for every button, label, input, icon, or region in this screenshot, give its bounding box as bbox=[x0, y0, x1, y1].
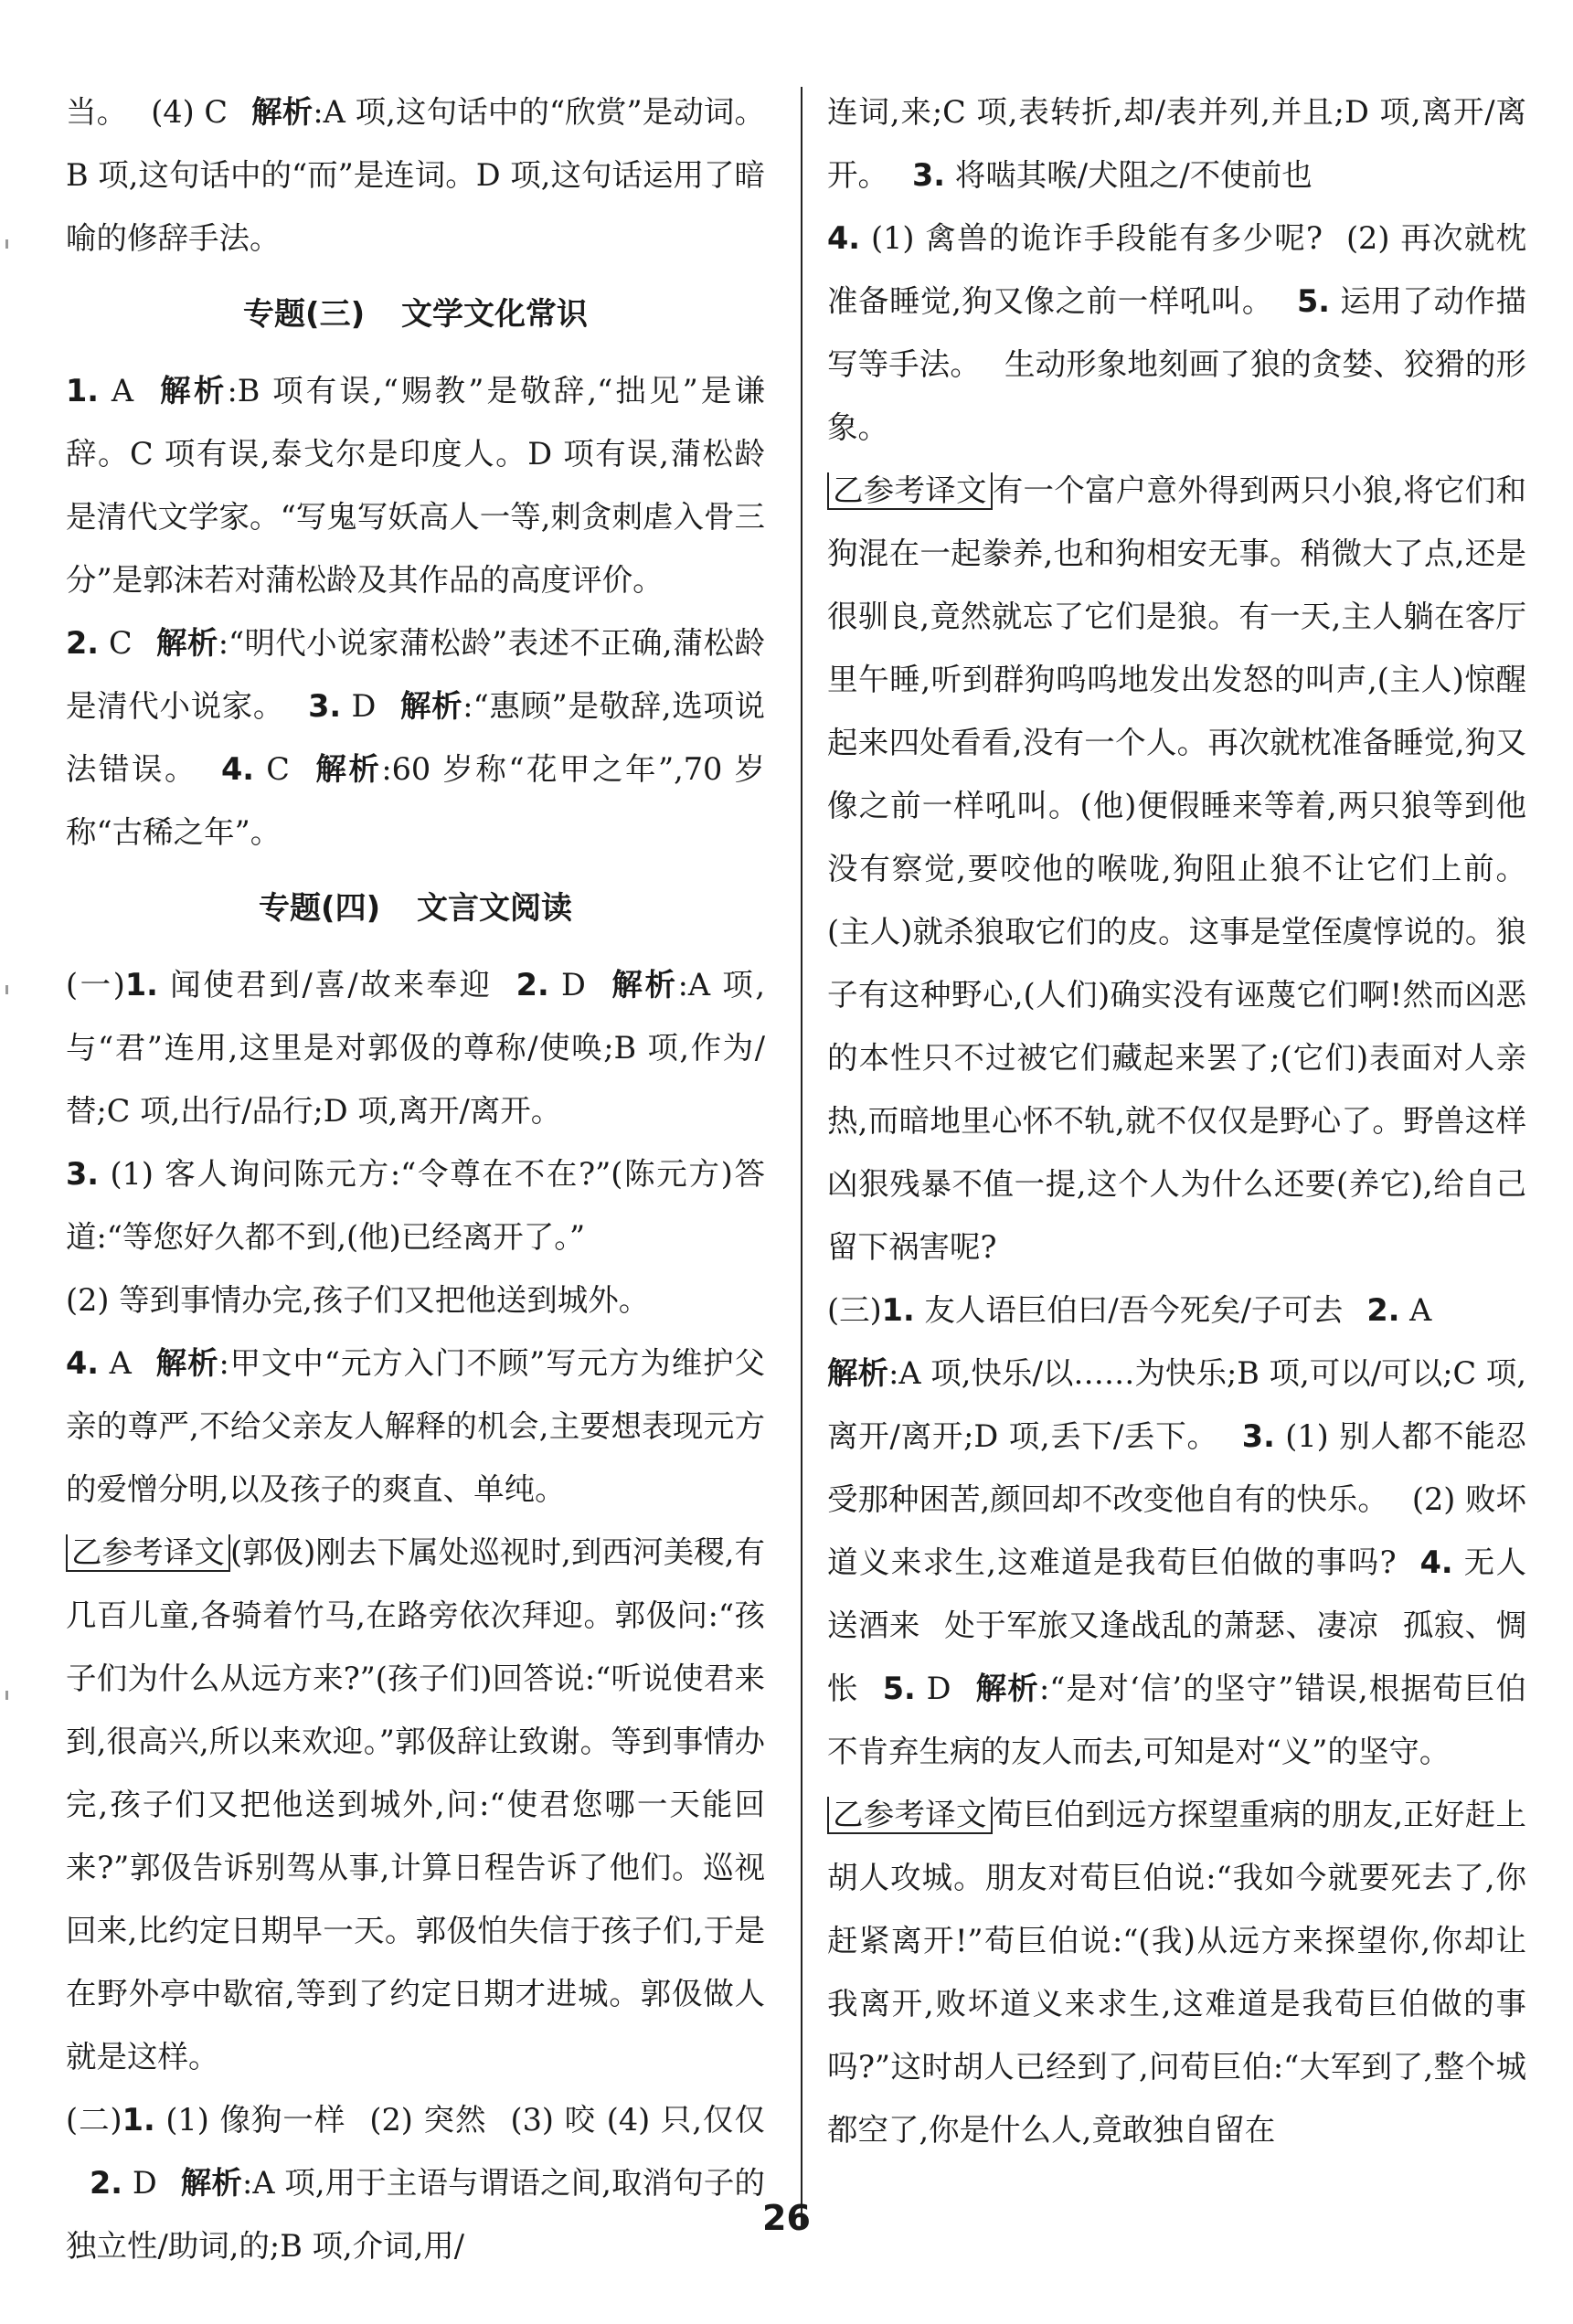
translation-tag: 乙参考译文 bbox=[66, 1534, 230, 1572]
answer-paragraph: 4. A 解析:甲文中“元方入门不顾”写元方为维护父亲的尊严,不给父亲友人解释的机会,主要想表现元方的爱憎分明,以及孩子的爽直、单纯。 bbox=[66, 1345, 765, 1507]
scan-edge-mark bbox=[5, 239, 8, 249]
page-number: 26 bbox=[762, 2198, 811, 2238]
answer-paragraph: 1. A 解析:B 项有误,“赐教”是敬辞,“拙见”是谦辞。C 项有误,泰戈尔是印度人。D 项有误,蒲松龄是清代文学家。“写鬼写妖高人一等,刺贪刺虐入骨三分”是郭沫若对蒲松龄及其作品的高度评价。 bbox=[66, 373, 766, 598]
answer-paragraph: 解析:A 项,快乐/以……为快乐;B 项,可以/可以;C 项,离开/离开;D 项,丢下/丢下。 3. (1) 别人都不能忍受那种困苦,颜回却不改变他自有的快乐。 (2) 败坏道义来求生,这难道是我荀巨伯做的事吗? 4. 无人送酒来 处于军旅又逢战乱的萧瑟、凄凉 孤寂、惆怅 5. D 解析:“是对‘信’的坚守”错误,根据荀巨伯不肯弃生病的友人而去,可知是对“义”的坚守。 bbox=[827, 1355, 1527, 1769]
scan-edge-mark bbox=[5, 1691, 8, 1700]
right-column bbox=[827, 80, 1526, 2223]
scan-edge-mark bbox=[5, 985, 8, 994]
translation-paragraph: 乙参考译文 有一个富户意外得到两只小狼,将它们和狗混在一起豢养,也和狗相安无事。稍微大了点,还是很驯良,竟然就忘了它们是狼。有一天,主人躺在客厅里午睡,听到群狗呜呜地发出发怒的叫声,(主人)惊醒起来四处看看,没有一个人。再次就枕准备睡觉,狗又像之前一样吼叫。(他)便假睡来等着,两只狼等到他没有察觉,要咬他的喉咙,狗阻止狼不让它们上前。(主人)就杀狼取它们的皮。这事是堂侄虞惇说的。狼子有这种野心,(人们)确实没有诬蔑它们啊!然而凶恶的本性只不过被它们藏起来罢了;(它们)表面对人亲热,而暗地里心怀不轨,就不仅仅是野心了。野兽这样凶狠残暴不值一提,这个人为什么还要(养它),给自己留下祸害呢? bbox=[827, 472, 1526, 1265]
answer-paragraph: 连词,来;C 项,表转折,却/表并列,并且;D 项,离开/离开。 3. 将啮其喉/犬阻之/不使前也 bbox=[827, 94, 1526, 193]
answer-paragraph: (三)1. 友人语巨伯曰/吾今死矣/子可去 2. A bbox=[827, 1292, 1432, 1328]
translation-paragraph: 乙参考译文 荀巨伯到远方探望重病的朋友,正好赶上胡人攻城。朋友对荀巨伯说:“我如今就要死去了,你赶紧离开!”荀巨伯说:“(我)从远方来探望你,你却让我离开,败坏道义来求生,这难道是我荀巨伯做的事吗?”这时胡人已经到了,问荀巨伯:“大军到了,整个城都空了,你是什么人,竟敢独自留在 bbox=[827, 1797, 1526, 2148]
answer-paragraph: 3. (1) 客人询问陈元方:“令尊在不在?”(陈元方)答道:“等您好久都不到,(他)已经离开了。” bbox=[66, 1156, 765, 1255]
translation-paragraph: 乙参考译文 (郭伋)刚去下属处巡视时,到西河美稷,有几百儿童,各骑着竹马,在路旁依次拜迎。郭伋问:“孩子们为什么从远方来?”(孩子们)回答说:“听说使君来到,很高兴,所以来欢迎。”郭伋辞让致谢。等到事情办完,孩子们又把他送到城外,问:“使君您哪一天能回来?”郭伋告诉别驾从事,计算日程告诉了他们。巡视回来,比约定日期早一天。郭伋怕失信于孩子们,于是在野外亭中歇宿,等到了约定日期才进城。郭伋做人就是这样。 bbox=[66, 1534, 766, 2075]
answer-paragraph: (2) 等到事情办完,孩子们又把他送到城外。 bbox=[66, 1282, 650, 1318]
answer-paragraph: (一)1. 闻使君到/喜/故来奉迎 2. D 解析:A 项,与“君”连用,这里是对郭伋的尊称/使唤;B 项,作为/替;C 项,出行/品行;D 项,离开/离开。 bbox=[66, 967, 766, 1129]
section-heading: 专题(四) 文言文阅读 bbox=[259, 890, 572, 927]
answer-paragraph: 4. (1) 禽兽的诡诈手段能有多少呢? (2) 再次就枕准备睡觉,狗又像之前一样吼叫。 5. 运用了动作描写等手法。 生动形象地刻画了狼的贪婪、狡猾的形象。 bbox=[827, 220, 1527, 445]
section-heading: 专题(三) 文学文化常识 bbox=[243, 296, 588, 333]
answer-paragraph: 当。 (4) C 解析:A 项,这句话中的“欣赏”是动词。B 项,这句话中的“而”是连词。D 项,这句话运用了暗喻的修辞手法。 bbox=[66, 94, 766, 256]
answer-paragraph: 2. C 解析:“明代小说家蒲松龄”表述不正确,蒲松龄是清代小说家。 3. D 解析:“惠顾”是敬辞,选项说法错误。 4. C 解析:60 岁称“花甲之年”,70 岁称“古稀之年”。 bbox=[66, 625, 766, 850]
translation-tag: 乙参考译文 bbox=[827, 1797, 993, 1834]
left-column bbox=[66, 80, 766, 2264]
translation-tag: 乙参考译文 bbox=[827, 472, 993, 510]
column-divider bbox=[801, 87, 802, 2228]
answer-paragraph: (二)1. (1) 像狗一样 (2) 突然 (3) 咬 (4) 只,仅仅2. D 解析:A 项,用于主语与谓语之间,取消句子的独立性/助词,的;B 项,介词,用/ bbox=[66, 2102, 765, 2264]
